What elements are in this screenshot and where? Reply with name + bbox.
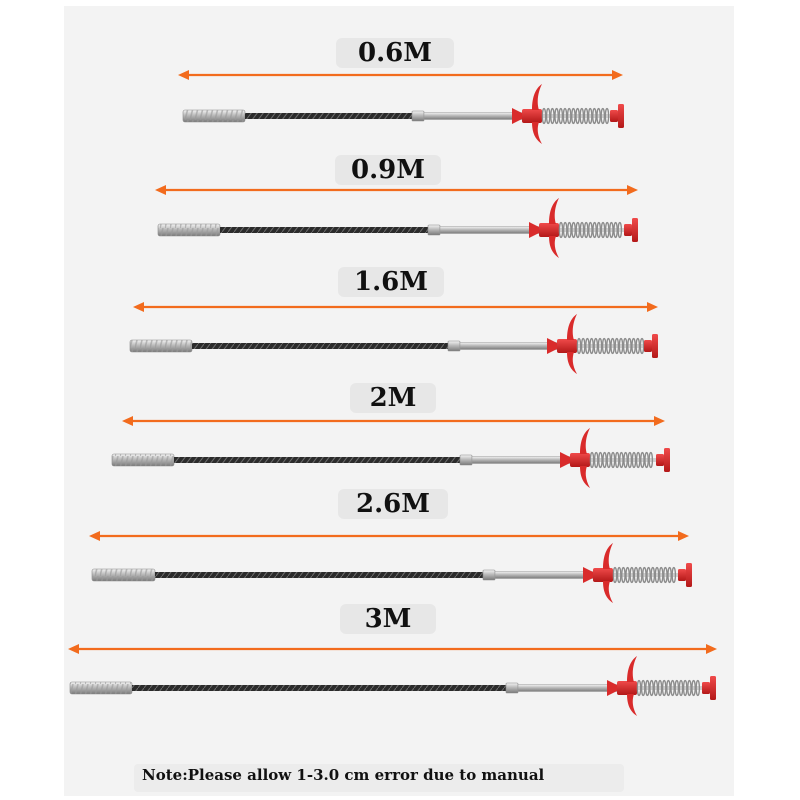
tool-row-4 bbox=[112, 416, 670, 488]
length-arrow-icon bbox=[89, 531, 689, 541]
tool-row-5 bbox=[89, 531, 692, 603]
note-text: Note:Please allow 1-3.0 cm error due to manual bbox=[134, 764, 624, 792]
length-arrow-icon bbox=[178, 70, 623, 80]
tool-row-1 bbox=[178, 70, 624, 144]
length-arrow-icon bbox=[68, 644, 717, 654]
drain-claw-tool-icon bbox=[130, 314, 658, 374]
length-arrow-icon bbox=[155, 185, 638, 195]
size-label-1: 0.6M bbox=[336, 38, 454, 68]
size-label-2: 0.9M bbox=[335, 155, 441, 185]
drain-claw-tool-icon bbox=[112, 428, 670, 488]
drain-claw-tool-icon bbox=[70, 656, 716, 716]
drain-claw-tool-icon bbox=[158, 198, 638, 258]
size-label-6: 3M bbox=[340, 604, 436, 634]
size-label-4: 2M bbox=[350, 383, 436, 413]
drain-claw-tool-icon bbox=[183, 84, 624, 144]
size-label-3: 1.6M bbox=[338, 267, 444, 297]
tool-row-3 bbox=[130, 302, 658, 374]
size-label-5: 2.6M bbox=[338, 489, 448, 519]
length-arrow-icon bbox=[122, 416, 665, 426]
drain-claw-tool-icon bbox=[92, 543, 692, 603]
tool-row-2 bbox=[155, 185, 638, 258]
length-arrow-icon bbox=[133, 302, 658, 312]
tool-row-6 bbox=[68, 644, 717, 716]
